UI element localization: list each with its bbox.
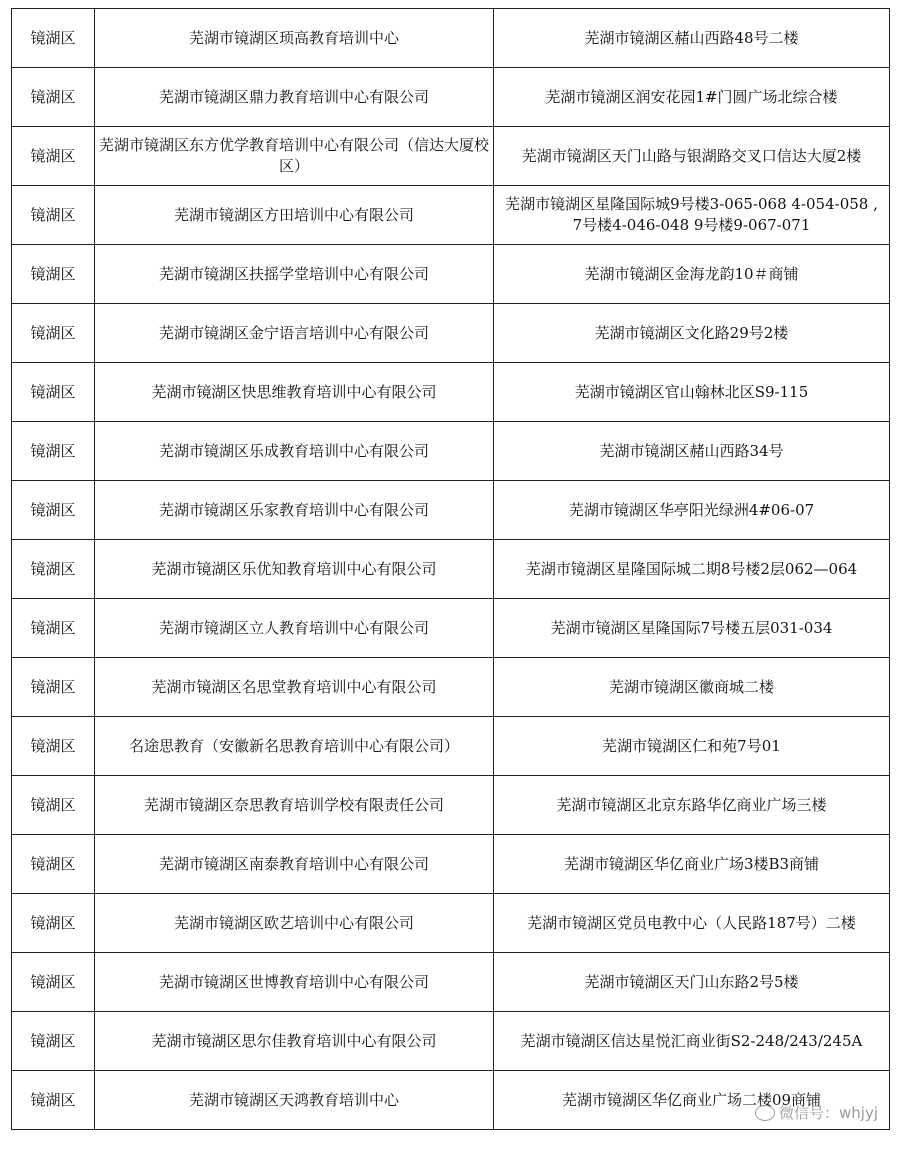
table-row bbox=[12, 481, 890, 540]
institution-name-cell: 芜湖市镜湖区立人教育培训中心有限公司 bbox=[95, 599, 494, 658]
district-cell: 镜湖区 bbox=[12, 186, 95, 245]
institution-name-cell: 芜湖市镜湖区扶摇学堂培训中心有限公司 bbox=[95, 245, 494, 304]
address-cell: 芜湖市镜湖区官山翰林北区S9-115 bbox=[494, 363, 890, 422]
address-cell: 芜湖市镜湖区星隆国际城9号楼3-065-068 4-054-058 , 7号楼4-046-048 9号楼9-067-071 bbox=[494, 186, 890, 245]
table-row bbox=[12, 363, 890, 422]
district-cell: 镜湖区 bbox=[12, 658, 95, 717]
address-cell: 芜湖市镜湖区润安花园1#门圆广场北综合楼 bbox=[494, 68, 890, 127]
table-row bbox=[12, 127, 890, 186]
wechat-icon bbox=[755, 1105, 775, 1121]
institution-name-cell: 芜湖市镜湖区东方优学教育培训中心有限公司（信达大厦校区） bbox=[95, 127, 494, 186]
district-cell: 镜湖区 bbox=[12, 540, 95, 599]
district-cell: 镜湖区 bbox=[12, 68, 95, 127]
institution-name-cell: 芜湖市镜湖区乐优知教育培训中心有限公司 bbox=[95, 540, 494, 599]
address-cell: 芜湖市镜湖区北京东路华亿商业广场三楼 bbox=[494, 776, 890, 835]
institution-name-cell: 芜湖市镜湖区思尔佳教育培训中心有限公司 bbox=[95, 1012, 494, 1071]
address-cell: 芜湖市镜湖区赭山西路34号 bbox=[494, 422, 890, 481]
district-cell: 镜湖区 bbox=[12, 245, 95, 304]
address-cell: 芜湖市镜湖区徽商城二楼 bbox=[494, 658, 890, 717]
address-cell: 芜湖市镜湖区华亿商业广场二楼09商铺 bbox=[494, 1071, 890, 1130]
district-cell: 镜湖区 bbox=[12, 127, 95, 186]
institution-name-cell: 名途思教育（安徽新名思教育培训中心有限公司） bbox=[95, 717, 494, 776]
institution-name-cell: 芜湖市镜湖区南泰教育培训中心有限公司 bbox=[95, 835, 494, 894]
institution-name-cell: 芜湖市镜湖区欧艺培训中心有限公司 bbox=[95, 894, 494, 953]
address-cell: 芜湖市镜湖区信达星悦汇商业街S2-248/243/245A bbox=[494, 1012, 890, 1071]
district-cell: 镜湖区 bbox=[12, 835, 95, 894]
institution-name-cell: 芜湖市镜湖区顼高教育培训中心 bbox=[95, 9, 494, 68]
district-cell: 镜湖区 bbox=[12, 1071, 95, 1130]
table-body bbox=[12, 9, 890, 1130]
institution-name-cell: 芜湖市镜湖区乐家教育培训中心有限公司 bbox=[95, 481, 494, 540]
address-cell: 芜湖市镜湖区金海龙韵10＃商铺 bbox=[494, 245, 890, 304]
address-cell: 芜湖市镜湖区仁和苑7号01 bbox=[494, 717, 890, 776]
institution-table bbox=[11, 8, 890, 1130]
address-cell: 芜湖市镜湖区党员电教中心（人民路187号）二楼 bbox=[494, 894, 890, 953]
district-cell: 镜湖区 bbox=[12, 776, 95, 835]
address-cell: 芜湖市镜湖区赭山西路48号二楼 bbox=[494, 9, 890, 68]
watermark-text: 微信号：whjyj bbox=[779, 1104, 878, 1122]
table-row bbox=[12, 68, 890, 127]
district-cell: 镜湖区 bbox=[12, 717, 95, 776]
district-cell: 镜湖区 bbox=[12, 9, 95, 68]
table-row bbox=[12, 9, 890, 68]
address-cell: 芜湖市镜湖区天门山东路2号5楼 bbox=[494, 953, 890, 1012]
address-cell: 芜湖市镜湖区天门山路与银湖路交叉口信达大厦2楼 bbox=[494, 127, 890, 186]
address-cell: 芜湖市镜湖区华亿商业广场3楼B3商铺 bbox=[494, 835, 890, 894]
district-cell: 镜湖区 bbox=[12, 1012, 95, 1071]
institution-name-cell: 芜湖市镜湖区鼎力教育培训中心有限公司 bbox=[95, 68, 494, 127]
district-cell: 镜湖区 bbox=[12, 422, 95, 481]
district-cell: 镜湖区 bbox=[12, 363, 95, 422]
institution-name-cell: 芜湖市镜湖区金宁语言培训中心有限公司 bbox=[95, 304, 494, 363]
district-cell: 镜湖区 bbox=[12, 481, 95, 540]
table-row bbox=[12, 540, 890, 599]
table-row bbox=[12, 304, 890, 363]
table-row bbox=[12, 186, 890, 245]
institution-name-cell: 芜湖市镜湖区奈思教育培训学校有限责任公司 bbox=[95, 776, 494, 835]
district-cell: 镜湖区 bbox=[12, 953, 95, 1012]
table-row bbox=[12, 894, 890, 953]
table-row bbox=[12, 245, 890, 304]
address-cell: 芜湖市镜湖区星隆国际城二期8号楼2层062—064 bbox=[494, 540, 890, 599]
table-row bbox=[12, 599, 890, 658]
address-cell: 芜湖市镜湖区文化路29号2楼 bbox=[494, 304, 890, 363]
district-cell: 镜湖区 bbox=[12, 894, 95, 953]
district-cell: 镜湖区 bbox=[12, 304, 95, 363]
district-cell: 镜湖区 bbox=[12, 599, 95, 658]
table-row bbox=[12, 658, 890, 717]
table-row bbox=[12, 422, 890, 481]
table-row bbox=[12, 1012, 890, 1071]
table-row bbox=[12, 717, 890, 776]
address-cell: 芜湖市镜湖区星隆国际7号楼五层031-034 bbox=[494, 599, 890, 658]
table-row bbox=[12, 835, 890, 894]
institution-name-cell: 芜湖市镜湖区乐成教育培训中心有限公司 bbox=[95, 422, 494, 481]
institution-name-cell: 芜湖市镜湖区世博教育培训中心有限公司 bbox=[95, 953, 494, 1012]
institution-name-cell: 芜湖市镜湖区天鸿教育培训中心 bbox=[95, 1071, 494, 1130]
institution-name-cell: 芜湖市镜湖区方田培训中心有限公司 bbox=[95, 186, 494, 245]
table-row bbox=[12, 776, 890, 835]
institution-name-cell: 芜湖市镜湖区快思维教育培训中心有限公司 bbox=[95, 363, 494, 422]
watermark bbox=[755, 1102, 878, 1123]
institution-name-cell: 芜湖市镜湖区名思堂教育培训中心有限公司 bbox=[95, 658, 494, 717]
table-row bbox=[12, 953, 890, 1012]
address-cell: 芜湖市镜湖区华亭阳光绿洲4#06-07 bbox=[494, 481, 890, 540]
